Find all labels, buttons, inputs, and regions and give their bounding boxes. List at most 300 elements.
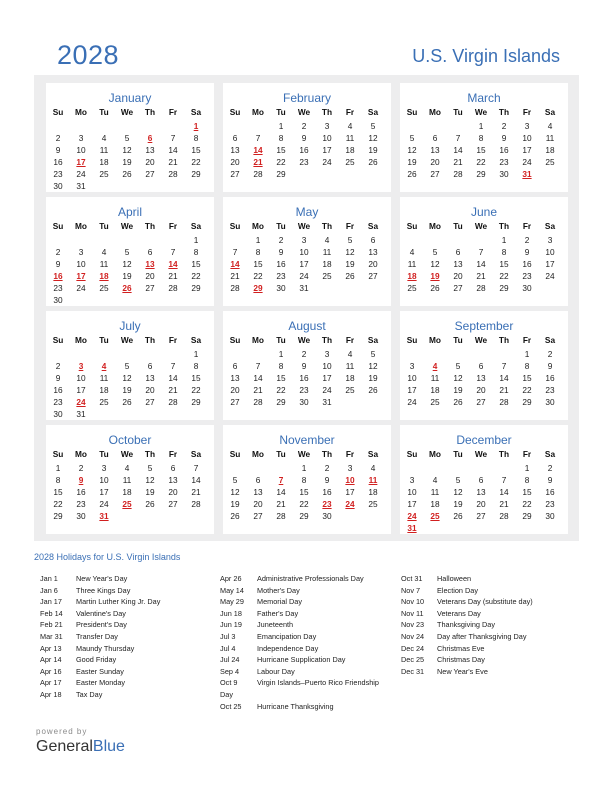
calendar-day: 11 xyxy=(430,373,440,383)
calendar-day: 27 xyxy=(476,397,486,407)
holiday-name: Thanksgiving Day xyxy=(437,620,495,630)
calendar-day: 21 xyxy=(230,271,240,281)
calendar-day: 22 xyxy=(522,385,532,395)
calendar-day: 23 xyxy=(545,499,555,509)
weekday-label: Tu xyxy=(276,221,286,231)
weekday-label: Su xyxy=(229,449,241,459)
weekday-label: Tu xyxy=(276,335,286,345)
calendar-day: 30 xyxy=(53,295,63,305)
calendar-day: 1 xyxy=(278,349,284,359)
calendar-day: 21 xyxy=(253,385,263,395)
holiday-date: Apr 26 xyxy=(220,574,242,583)
calendar-day: 7 xyxy=(478,247,484,257)
calendar-day: 21 xyxy=(276,499,286,509)
weekday-label: Sa xyxy=(190,335,202,345)
calendar-day: 13 xyxy=(230,373,240,383)
calendar-day: 7 xyxy=(170,133,176,143)
holiday-day: 31 xyxy=(522,169,532,179)
holiday-name: Independence Day xyxy=(257,643,319,653)
month-title: August xyxy=(288,319,326,333)
holiday-date: May 14 xyxy=(220,585,244,595)
calendar-day: 19 xyxy=(122,385,132,395)
calendar-day: 25 xyxy=(322,271,332,281)
holiday-name: Memorial Day xyxy=(257,597,303,607)
calendar-day: 14 xyxy=(476,259,486,269)
calendar-day: 8 xyxy=(478,133,484,143)
calendar-day: 9 xyxy=(547,475,553,485)
holiday-name: Easter Monday xyxy=(76,678,126,688)
weekday-label: Mo xyxy=(252,107,264,117)
week-row xyxy=(46,294,214,306)
calendar-day: 9 xyxy=(301,133,307,143)
week-row xyxy=(46,180,214,192)
calendar-day: 2 xyxy=(547,349,553,359)
calendar-day: 7 xyxy=(255,361,261,371)
calendar-day: 8 xyxy=(278,361,284,371)
week-row xyxy=(46,486,214,498)
calendar-day: 20 xyxy=(230,157,240,167)
calendar-day: 14 xyxy=(453,145,463,155)
week-row xyxy=(223,132,391,144)
calendar-day: 15 xyxy=(276,145,286,155)
calendar-day: 5 xyxy=(370,349,376,359)
weekday-label: Su xyxy=(52,449,64,459)
weekday-label: Fr xyxy=(345,107,355,117)
weekday-label: Th xyxy=(144,107,156,117)
holiday-date: Nov 11 xyxy=(401,608,424,618)
calendar-day: 21 xyxy=(191,487,201,497)
holiday-day: 3 xyxy=(78,361,84,371)
holiday-day: 7 xyxy=(278,475,284,485)
calendar-day: 22 xyxy=(476,157,486,167)
calendar-day: 20 xyxy=(145,157,155,167)
calendar-day: 10 xyxy=(99,475,109,485)
week-row xyxy=(46,474,214,486)
holiday-name: Three Kings Day xyxy=(76,585,131,595)
weekday-label: We xyxy=(474,107,488,117)
week-row xyxy=(400,270,568,282)
calendar-day: 30 xyxy=(53,181,63,191)
weekday-label: Mo xyxy=(252,335,264,345)
week-row xyxy=(400,486,568,498)
week-row xyxy=(400,120,568,132)
calendar-day: 11 xyxy=(407,259,417,269)
calendar-day: 26 xyxy=(453,511,463,521)
weekday-label: Fr xyxy=(345,449,355,459)
weekday-label: Mo xyxy=(429,449,441,459)
calendar-day: 21 xyxy=(476,271,486,281)
week-row xyxy=(400,282,568,294)
holiday-name: New Year's Eve xyxy=(437,666,488,676)
calendar-day: 24 xyxy=(76,283,86,293)
holiday-date: May 29 xyxy=(220,597,244,607)
calendar-day: 1 xyxy=(255,235,261,245)
weekday-label: Fr xyxy=(522,221,532,231)
week-row xyxy=(223,474,391,486)
calendar-day: 20 xyxy=(476,499,486,509)
calendar-day: 23 xyxy=(276,271,286,281)
weekday-label: Fr xyxy=(522,107,532,117)
calendar-day: 12 xyxy=(453,373,463,383)
week-row xyxy=(46,408,214,420)
calendar-day: 9 xyxy=(324,475,330,485)
calendar-day: 14 xyxy=(253,373,263,383)
calendar-day: 10 xyxy=(76,259,86,269)
holiday-day: 23 xyxy=(322,499,332,509)
holiday-day: 14 xyxy=(230,259,240,269)
calendar-day: 31 xyxy=(299,283,309,293)
holiday-name: Veterans Day (substitute day) xyxy=(437,597,533,607)
week-row xyxy=(46,234,214,246)
calendar-day: 6 xyxy=(147,247,153,257)
calendar-day: 28 xyxy=(168,283,178,293)
calendar-day: 1 xyxy=(193,349,199,359)
holiday-name: Labour Day xyxy=(257,666,295,676)
month-title: November xyxy=(279,433,335,447)
calendar-day: 22 xyxy=(191,385,201,395)
holiday-day: 19 xyxy=(430,271,440,281)
weekday-label: Mo xyxy=(75,449,87,459)
calendar-day: 1 xyxy=(524,349,530,359)
calendar-day: 21 xyxy=(453,157,463,167)
calendar-day: 30 xyxy=(76,511,86,521)
calendar-day: 29 xyxy=(191,169,201,179)
calendar-day: 29 xyxy=(276,397,286,407)
calendar-day: 20 xyxy=(476,385,486,395)
calendar-day: 2 xyxy=(301,349,307,359)
calendar-day: 23 xyxy=(299,157,309,167)
weekday-label: Th xyxy=(321,449,333,459)
calendar-day: 16 xyxy=(299,373,309,383)
calendar-day: 11 xyxy=(345,133,355,143)
calendar-day: 17 xyxy=(407,385,417,395)
holiday-name: Transfer Day xyxy=(76,631,118,641)
holiday-name: Father's Day xyxy=(257,608,299,618)
powered-by-text: powered by xyxy=(36,727,88,736)
calendar-day: 6 xyxy=(370,235,376,245)
calendar-day: 12 xyxy=(368,361,378,371)
holiday-day: 26 xyxy=(122,283,132,293)
week-row xyxy=(400,510,568,522)
weekday-label: Th xyxy=(144,335,156,345)
calendar-day: 8 xyxy=(301,475,307,485)
calendar-day: 16 xyxy=(53,157,63,167)
calendar-day: 5 xyxy=(147,463,153,473)
country-title: U.S. Virgin Islands xyxy=(412,46,560,66)
calendar-day: 9 xyxy=(55,373,61,383)
calendar-day: 9 xyxy=(55,145,61,155)
week-row xyxy=(223,270,391,282)
holiday-day: 25 xyxy=(122,499,132,509)
weekday-header xyxy=(223,334,391,346)
weekday-label: Tu xyxy=(276,107,286,117)
weekday-header xyxy=(400,106,568,118)
calendar-day: 12 xyxy=(230,487,240,497)
calendar-day: 18 xyxy=(430,499,440,509)
calendar-day: 8 xyxy=(193,133,199,143)
calendar-day: 5 xyxy=(370,121,376,131)
calendar-day: 6 xyxy=(147,361,153,371)
calendar-day: 11 xyxy=(99,373,109,383)
week-row xyxy=(46,462,214,474)
calendar-day: 30 xyxy=(299,397,309,407)
holiday-day: 24 xyxy=(345,499,355,509)
calendar-day: 4 xyxy=(101,133,107,143)
holiday-day: 16 xyxy=(53,271,63,281)
calendar-day: 19 xyxy=(453,385,463,395)
calendar-day: 17 xyxy=(407,499,417,509)
holiday-name: Martin Luther King Jr. Day xyxy=(76,597,161,607)
calendar-day: 4 xyxy=(547,121,553,131)
week-row xyxy=(223,156,391,168)
calendar-day: 11 xyxy=(430,487,440,497)
month-november xyxy=(223,425,391,534)
calendar-day: 27 xyxy=(476,511,486,521)
calendar-day: 18 xyxy=(345,373,355,383)
calendar-day: 27 xyxy=(253,511,263,521)
week-row xyxy=(46,372,214,384)
calendar-day: 29 xyxy=(299,511,309,521)
calendar-day: 27 xyxy=(430,169,440,179)
calendar-day: 7 xyxy=(232,247,238,257)
weekday-label: Tu xyxy=(99,221,109,231)
calendar-day: 15 xyxy=(476,145,486,155)
week-row xyxy=(46,270,214,282)
calendar-day: 14 xyxy=(168,373,178,383)
calendar-day: 7 xyxy=(193,463,199,473)
weekday-label: We xyxy=(297,449,311,459)
week-row xyxy=(46,168,214,180)
calendar-day: 27 xyxy=(368,271,378,281)
calendar-day: 23 xyxy=(53,283,63,293)
holiday-date: Feb 14 xyxy=(40,608,63,618)
calendar-day: 18 xyxy=(99,157,109,167)
calendar-day: 20 xyxy=(253,499,263,509)
month-february xyxy=(223,83,391,192)
calendar-day: 23 xyxy=(76,499,86,509)
calendar-day: 24 xyxy=(299,271,309,281)
calendar-day: 23 xyxy=(522,271,532,281)
weekday-label: Su xyxy=(52,335,64,345)
calendar-day: 14 xyxy=(168,145,178,155)
holiday-date: Jul 3 xyxy=(220,631,236,641)
weekday-label: Fr xyxy=(522,449,532,459)
week-row xyxy=(400,348,568,360)
calendar-day: 13 xyxy=(453,259,463,269)
week-row xyxy=(400,258,568,270)
calendar-day: 18 xyxy=(99,385,109,395)
holiday-name: President's Day xyxy=(76,620,127,630)
calendar-day: 13 xyxy=(476,487,486,497)
week-row xyxy=(223,372,391,384)
holiday-date: Jun 18 xyxy=(220,608,242,618)
calendar-day: 1 xyxy=(55,463,61,473)
holiday-name: Veterans Day xyxy=(437,608,481,618)
calendar-day: 15 xyxy=(522,373,532,383)
calendar-day: 13 xyxy=(145,145,155,155)
calendar-day: 23 xyxy=(499,157,509,167)
weekday-label: Mo xyxy=(429,221,441,231)
calendar-day: 7 xyxy=(501,475,507,485)
holiday-date: Apr 14 xyxy=(40,655,62,665)
holiday-name: Administrative Professionals Day xyxy=(257,574,364,583)
calendar-day: 29 xyxy=(499,283,509,293)
calendar-day: 23 xyxy=(53,169,63,179)
weekday-label: Su xyxy=(229,107,241,117)
calendar-day: 5 xyxy=(347,235,353,245)
month-title: October xyxy=(108,433,152,447)
calendar-day: 20 xyxy=(145,385,155,395)
holiday-date: Apr 16 xyxy=(40,666,62,676)
calendar-day: 7 xyxy=(170,247,176,257)
calendar-day: 11 xyxy=(122,475,132,485)
calendar-day: 2 xyxy=(78,463,84,473)
calendar-day: 20 xyxy=(145,271,155,281)
weekday-label: Fr xyxy=(168,335,178,345)
week-row xyxy=(400,462,568,474)
calendar-day: 18 xyxy=(345,145,355,155)
holiday-name: Good Friday xyxy=(76,655,117,665)
week-row xyxy=(223,462,391,474)
calendar-day: 13 xyxy=(430,145,440,155)
weekday-header xyxy=(46,448,214,460)
weekday-label: Tu xyxy=(99,335,109,345)
calendar-day: 12 xyxy=(430,259,440,269)
calendar-day: 18 xyxy=(368,487,378,497)
weekday-label: Th xyxy=(321,221,333,231)
weekday-label: Mo xyxy=(252,221,264,231)
calendar-day: 3 xyxy=(78,133,84,143)
calendar-day: 15 xyxy=(191,259,201,269)
holiday-name: Hurricane Thanksgiving xyxy=(257,701,334,711)
holiday-date: Sep 4 xyxy=(220,666,240,676)
calendar-day: 27 xyxy=(453,283,463,293)
calendar-day: 7 xyxy=(501,361,507,371)
week-row xyxy=(46,144,214,156)
calendar-day: 17 xyxy=(76,385,86,395)
calendar-day: 13 xyxy=(145,373,155,383)
calendar-day: 31 xyxy=(76,409,86,419)
calendar-day: 3 xyxy=(301,235,307,245)
calendar-day: 29 xyxy=(522,397,532,407)
holiday-date: Apr 17 xyxy=(40,678,62,688)
calendar-day: 5 xyxy=(455,361,461,371)
weekday-label: Fr xyxy=(168,221,178,231)
weekday-header xyxy=(400,220,568,232)
month-title: December xyxy=(456,433,512,447)
calendar-day: 15 xyxy=(299,487,309,497)
calendar-day: 11 xyxy=(345,361,355,371)
weekday-header xyxy=(400,334,568,346)
year-title: 2028 xyxy=(57,40,120,70)
holiday-name: Mother's Day xyxy=(257,585,300,595)
calendar-day: 30 xyxy=(545,511,555,521)
holiday-date: Dec 25 xyxy=(401,655,425,665)
calendar-day: 28 xyxy=(276,511,286,521)
calendar-day: 16 xyxy=(499,145,509,155)
holiday-day: 11 xyxy=(368,475,378,485)
holiday-name: Maundy Thursday xyxy=(76,643,135,653)
holiday-day: 29 xyxy=(253,283,263,293)
holiday-date: Mar 31 xyxy=(40,631,63,641)
calendar-day: 17 xyxy=(522,145,532,155)
calendar-day: 30 xyxy=(545,397,555,407)
calendar-day: 6 xyxy=(478,361,484,371)
holiday-date: Oct 25 xyxy=(220,701,242,711)
calendar-day: 22 xyxy=(522,499,532,509)
calendar-day: 2 xyxy=(547,463,553,473)
calendar-day: 27 xyxy=(145,283,155,293)
calendar-day: 26 xyxy=(453,397,463,407)
calendar-day: 20 xyxy=(168,487,178,497)
calendar-day: 6 xyxy=(170,463,176,473)
holiday-date: Day xyxy=(220,689,233,699)
weekday-label: We xyxy=(297,335,311,345)
holiday-name: Tax Day xyxy=(76,689,103,699)
holiday-name: Virgin Islands–Puerto Rico Friendship xyxy=(257,678,379,688)
calendar-day: 13 xyxy=(476,373,486,383)
calendar-day: 15 xyxy=(191,145,201,155)
calendar-day: 8 xyxy=(524,475,530,485)
holiday-day: 6 xyxy=(147,133,153,143)
weekday-label: Sa xyxy=(367,107,379,117)
week-row xyxy=(400,498,568,510)
calendar-day: 9 xyxy=(501,133,507,143)
holiday-day: 10 xyxy=(345,475,355,485)
weekday-label: Sa xyxy=(190,449,202,459)
calendar-day: 4 xyxy=(370,463,376,473)
calendar-day: 7 xyxy=(170,361,176,371)
month-january xyxy=(46,83,214,192)
calendar-day: 19 xyxy=(368,373,378,383)
week-row xyxy=(223,168,391,180)
calendar-day: 5 xyxy=(124,247,130,257)
calendar-day: 30 xyxy=(522,283,532,293)
calendar-day: 2 xyxy=(324,463,330,473)
calendar-day: 20 xyxy=(430,157,440,167)
week-row xyxy=(223,246,391,258)
calendar-day: 13 xyxy=(253,487,263,497)
calendar-day: 8 xyxy=(524,361,530,371)
calendar-day: 25 xyxy=(99,169,109,179)
calendar-day: 8 xyxy=(501,247,507,257)
calendar-day: 2 xyxy=(55,361,61,371)
calendar-day: 5 xyxy=(124,133,130,143)
holiday-name: Election Day xyxy=(437,585,478,595)
holiday-day: 18 xyxy=(99,271,109,281)
weekday-label: Sa xyxy=(190,221,202,231)
holiday-day: 18 xyxy=(407,271,417,281)
week-row xyxy=(400,246,568,258)
calendar-day: 3 xyxy=(409,361,415,371)
calendar-day: 9 xyxy=(524,247,530,257)
calendar-day: 11 xyxy=(322,247,332,257)
holiday-date: Jul 24 xyxy=(220,655,240,665)
weekday-label: Mo xyxy=(429,107,441,117)
holiday-day: 31 xyxy=(407,523,417,533)
calendar-day: 16 xyxy=(299,145,309,155)
calendar-day: 2 xyxy=(501,121,507,131)
calendar-day: 6 xyxy=(232,361,238,371)
weekday-header xyxy=(223,220,391,232)
week-row xyxy=(46,384,214,396)
week-row xyxy=(223,498,391,510)
weekday-header xyxy=(223,448,391,460)
week-row xyxy=(223,360,391,372)
holiday-day: 31 xyxy=(99,511,109,521)
calendar-day: 7 xyxy=(255,133,261,143)
calendar-day: 26 xyxy=(407,169,417,179)
